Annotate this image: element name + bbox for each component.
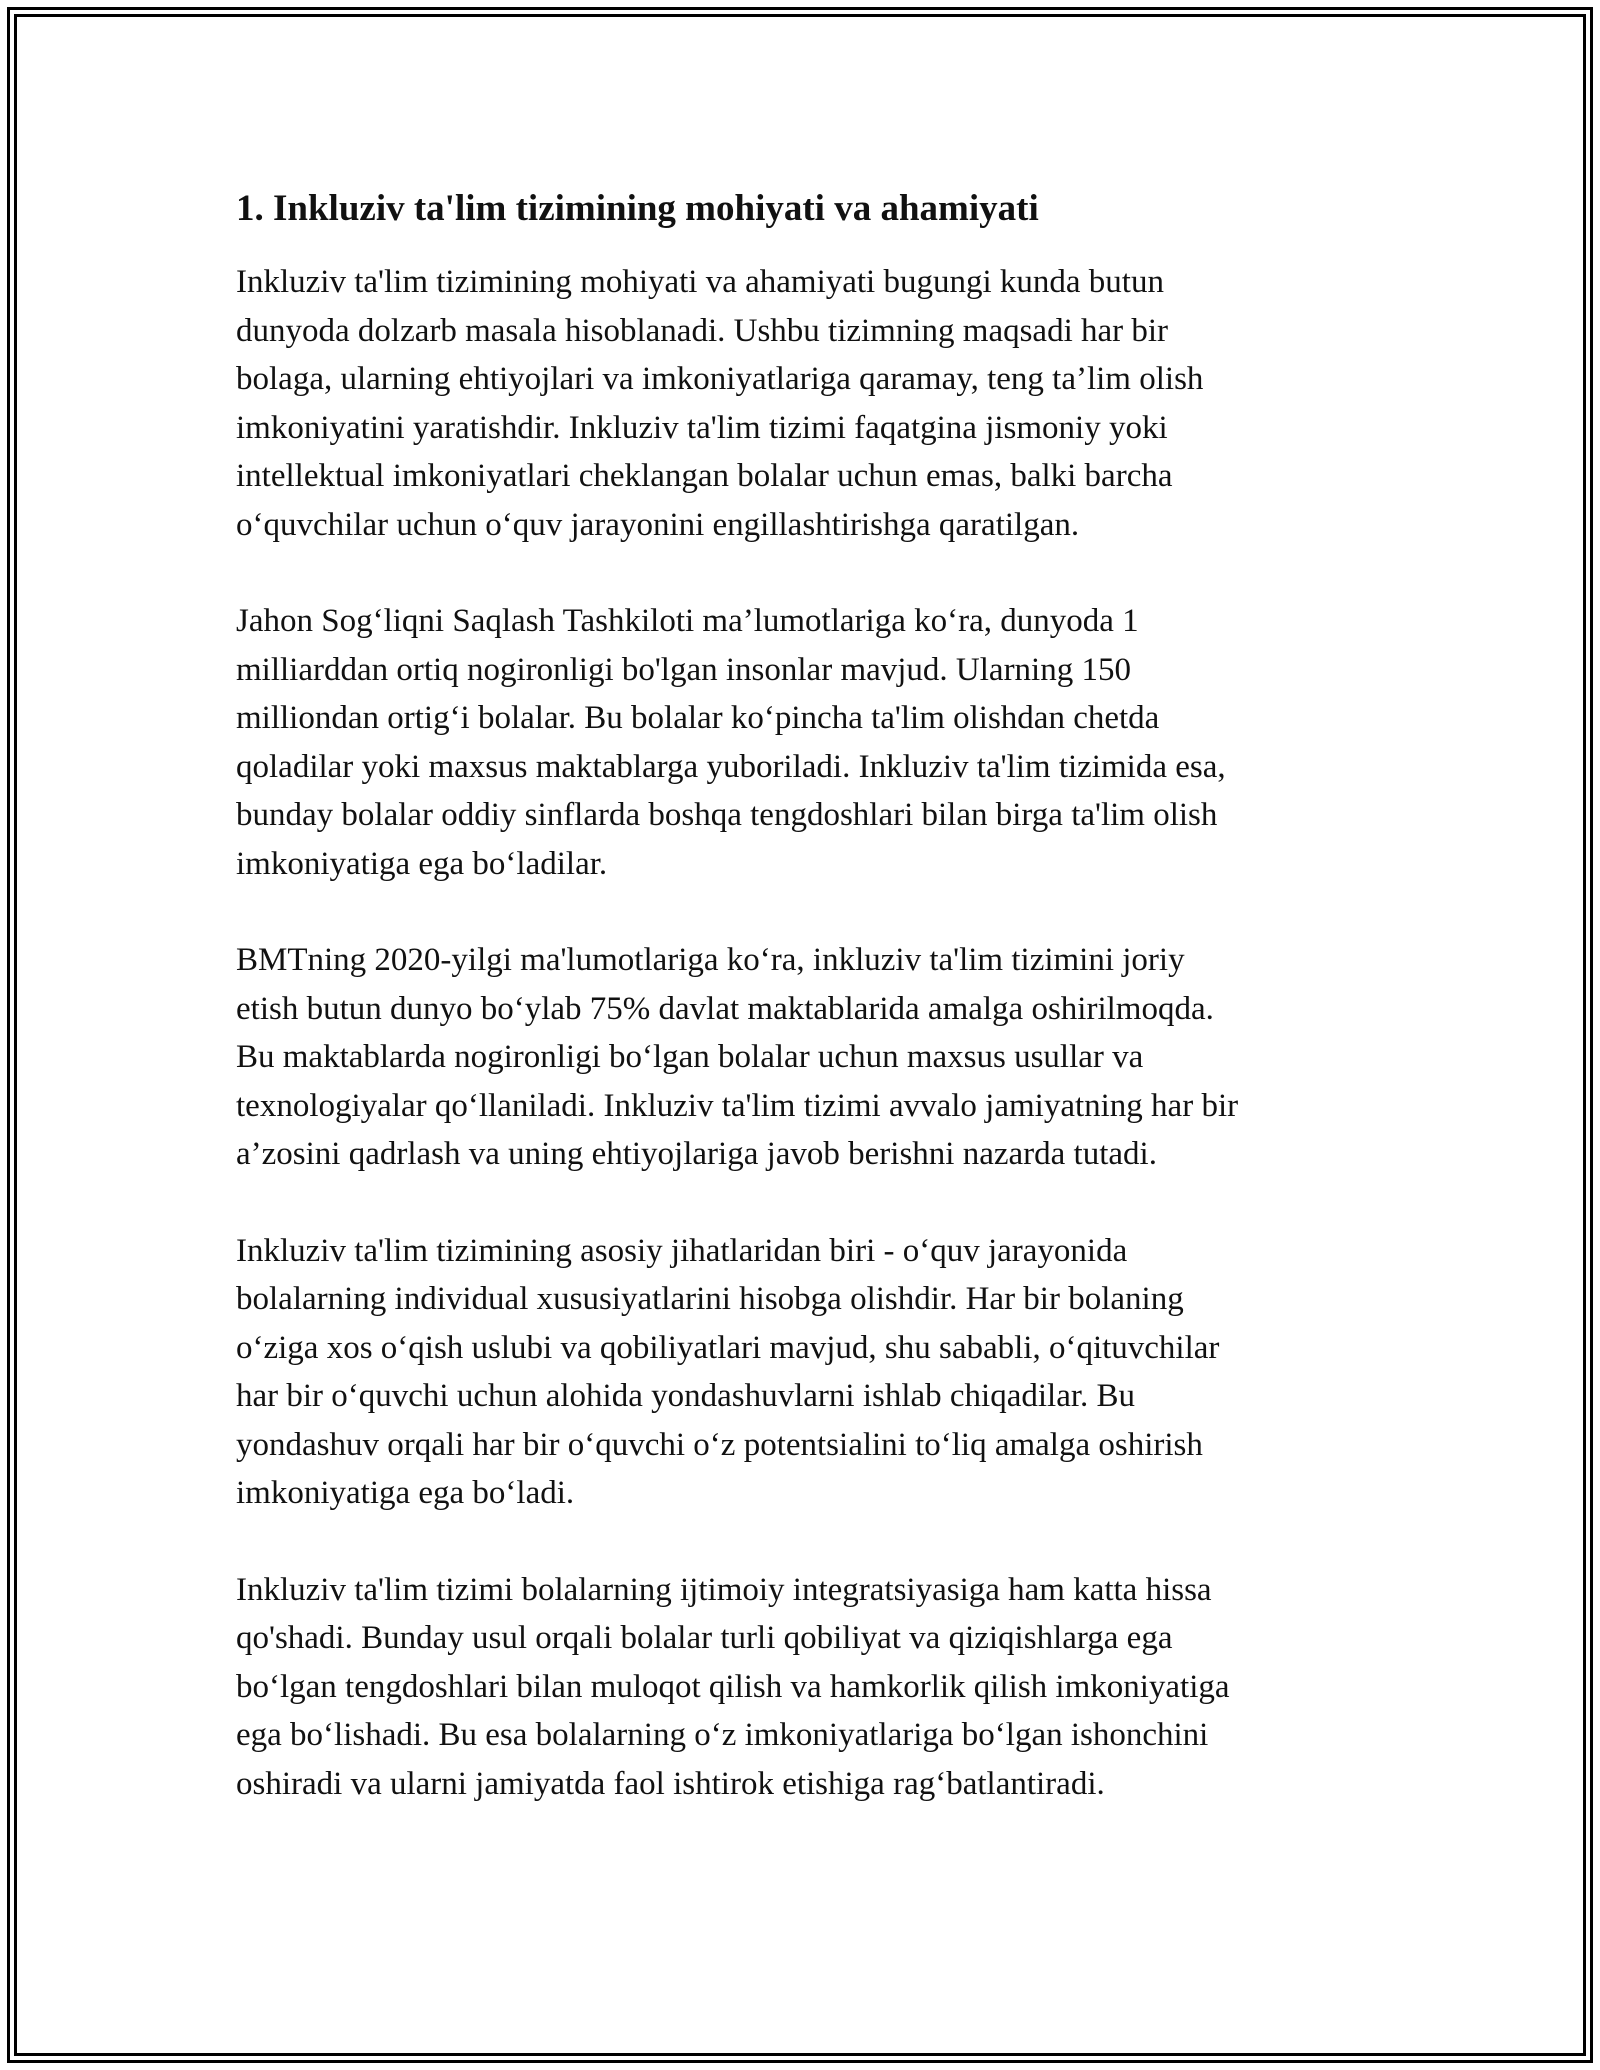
text-line: bo‘lgan tengdoshlari bilan muloqot qilish va hamkorlik qilish imkoniyatiga (236, 1668, 1230, 1705)
text-line: qoladilar yoki maxsus maktablarga yuboriladi. Inkluziv ta'lim tizimida esa, (236, 748, 1226, 785)
text-line: imkoniyatini yaratishdir. Inkluziv ta'lim tizimi faqatgina jismoniy yoki (236, 409, 1168, 446)
paragraph-1 (236, 258, 1366, 549)
section-heading: 1. Inkluziv ta'lim tizimining mohiyati va ahamiyati (236, 188, 1039, 229)
text-line: Inkluziv ta'lim tizimining asosiy jihatlaridan biri - o‘quv jarayonida (236, 1232, 1128, 1269)
text-line: Jahon Sog‘liqni Saqlash Tashkiloti ma’lumotlariga ko‘ra, dunyoda 1 (236, 603, 1139, 639)
text-line: Inkluziv ta'lim tizimining mohiyati va ahamiyati bugungi kunda butun (236, 264, 1164, 300)
document-body (236, 186, 1366, 1856)
text-line: milliondan ortig‘i bolalar. Bu bolalar ko‘pincha ta'lim olishdan chetda (236, 700, 1160, 736)
text-line: intellektual imkoniyatlari cheklangan bolalar uchun emas, balki barcha (236, 458, 1173, 494)
paragraph-4 (236, 1227, 1366, 1518)
text-line: texnologiyalar qo‘llaniladi. Inkluziv ta'lim tizimi avvalo jamiyatning har bir (236, 1087, 1239, 1124)
text-line: imkoniyatiga ega bo‘ladi. (236, 1475, 575, 1511)
paragraph-5 (236, 1566, 1366, 1809)
text-line: oshiradi va ularni jamiyatda faol ishtirok etishiga rag‘batlantiradi. (236, 1765, 1105, 1802)
text-line: etish butun dunyo bo‘ylab 75% davlat maktablarida amalga oshirilmoqda. (236, 990, 1214, 1027)
text-line: har bir o‘quvchi uchun alohida yondashuvlarni ishlab chiqadilar. Bu (236, 1378, 1136, 1414)
text-line: bunday bolalar oddiy sinflarda boshqa tengdoshlari bilan birga ta'lim olish (236, 797, 1218, 833)
paragraph-2 (236, 597, 1366, 888)
paragraph-3 (236, 936, 1366, 1179)
text-line: milliarddan ortiq nogironligi bo'lgan insonlar mavjud. Ularning 150 (236, 651, 1131, 688)
text-line: bolalarning individual xususiyatlarini hisobga olishdir. Har bir bolaning (236, 1281, 1184, 1317)
text-line: o‘quvchilar uchun o‘quv jarayonini engillashtirishga qaratilgan. (236, 506, 1080, 543)
text-line: o‘ziga xos o‘qish uslubi va qobiliyatlari mavjud, shu sababli, o‘qituvchilar (236, 1329, 1220, 1366)
text-line: BMTning 2020-yilgi ma'lumotlariga ko‘ra, inkluziv ta'lim tizimini joriy (236, 942, 1185, 978)
text-line: Inkluziv ta'lim tizimi bolalarning ijtimoiy integratsiyasiga ham katta hissa (236, 1571, 1212, 1608)
text-line: qo'shadi. Bunday usul orqali bolalar turli qobiliyat va qiziqishlarga ega (236, 1620, 1173, 1656)
text-line: a’zosini qadrlash va uning ehtiyojlariga javob berishni nazarda tutadi. (236, 1136, 1157, 1172)
text-line: dunyoda dolzarb masala hisoblanadi. Ushbu tizimning maqsadi har bir (236, 312, 1169, 349)
text-line: ega bo‘lishadi. Bu esa bolalarning o‘z imkoniyatlariga bo‘lgan ishonchini (236, 1717, 1209, 1753)
text-line: bolaga, ularning ehtiyojlari va imkoniyatlariga qaramay, teng ta’lim olish (236, 361, 1204, 397)
text-line: imkoniyatiga ega bo‘ladilar. (236, 845, 608, 882)
text-line: yondashuv orqali har bir o‘quvchi o‘z potentsialini to‘liq amalga oshirish (236, 1426, 1203, 1463)
text-line: Bu maktablarda nogironligi bo‘lgan bolalar uchun maxsus usullar va (236, 1039, 1144, 1075)
